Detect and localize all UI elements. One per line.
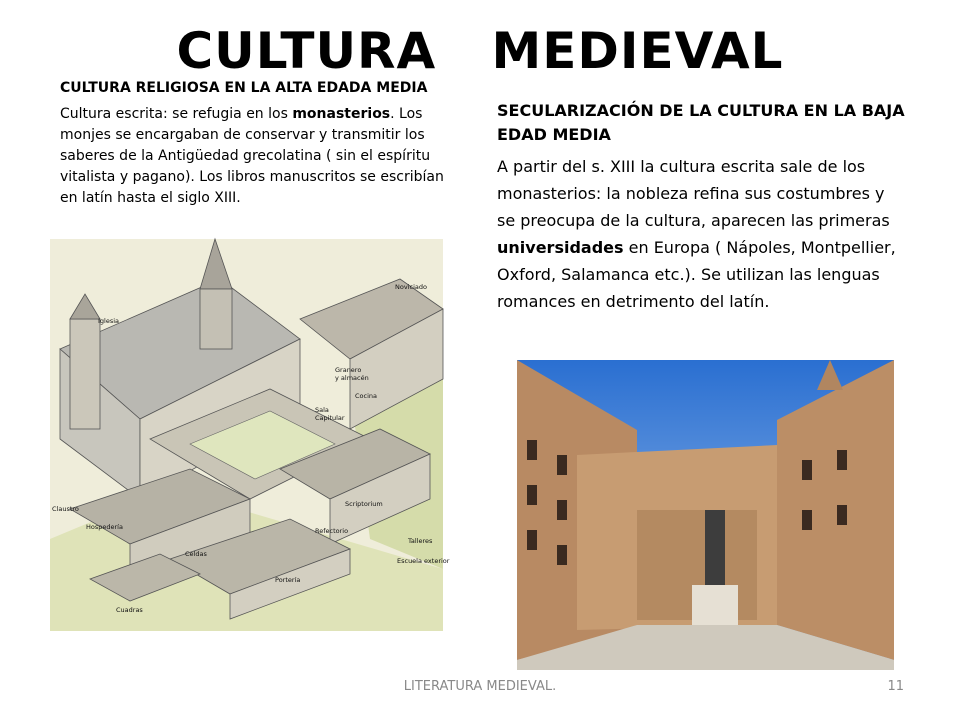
statue	[705, 510, 725, 585]
church-tower	[200, 289, 232, 349]
monastery-illustration	[50, 239, 450, 631]
label-sala: Sala	[315, 406, 329, 414]
label-capitular: Capitular	[315, 414, 345, 422]
label-hospederia: Hospedería	[86, 523, 123, 531]
right-paragraph-end: en Europa ( Nápoles, Montpellier, Oxford, Salamanca etc.). Se utilizan las lenguas romances en detrimento del latín.	[497, 238, 896, 311]
right-paragraph-bold: universidades	[497, 238, 624, 257]
right-paragraph-start: A partir del s. XIII la cultura escrita sale de los monasterios: la nobleza refina sus costumbres y se preocupa de la cultura, aparecen las primeras	[497, 157, 890, 230]
label-iglesia: Iglesia	[98, 317, 120, 325]
university-photo	[517, 360, 894, 670]
label-refectorio: Refectorio	[315, 527, 349, 535]
label-celdas: Celdas	[185, 550, 207, 558]
left-heading: CULTURA RELIGIOSA EN LA ALTA EDADA MEDIA	[60, 80, 428, 96]
label-granero-2: y almacén	[335, 374, 369, 382]
label-granero: Granero	[335, 366, 362, 374]
label-cocina: Cocina	[355, 392, 377, 400]
label-escuela: Escuela exterior	[397, 557, 450, 565]
left-paragraph-end: . Los monjes se encargaban de conservar y transmitir los saberes de la Antigüedad grecolatina ( sin el espíritu vitalista y pagano). Los libros manuscritos se escribían en latín hasta el siglo XIII.	[60, 106, 444, 206]
left-paragraph-start: Cultura escrita: se refugia en los	[60, 106, 293, 122]
label-scriptorium: Scriptorium	[345, 500, 383, 508]
slide-title: CULTURA MEDIEVAL	[176, 22, 784, 80]
label-noviciado: Noviciado	[395, 283, 427, 291]
page-number: 11	[887, 679, 904, 694]
label-talleres: Talleres	[408, 537, 433, 545]
west-tower	[70, 319, 100, 429]
right-paragraph	[497, 153, 907, 315]
right-column	[497, 99, 907, 315]
label-claustro: Claustro	[52, 505, 79, 513]
pedestal	[692, 585, 738, 630]
right-heading: SECULARIZACIÓN DE LA CULTURA EN LA BAJA EDAD MEDIA	[497, 101, 905, 144]
footer-text: LITERATURA MEDIEVAL.	[403, 679, 557, 694]
label-porteria: Portería	[275, 576, 301, 584]
left-column	[60, 80, 460, 209]
label-cuadras: Cuadras	[116, 606, 143, 614]
left-paragraph-bold: monasterios	[292, 106, 391, 122]
left-paragraph	[60, 104, 460, 209]
